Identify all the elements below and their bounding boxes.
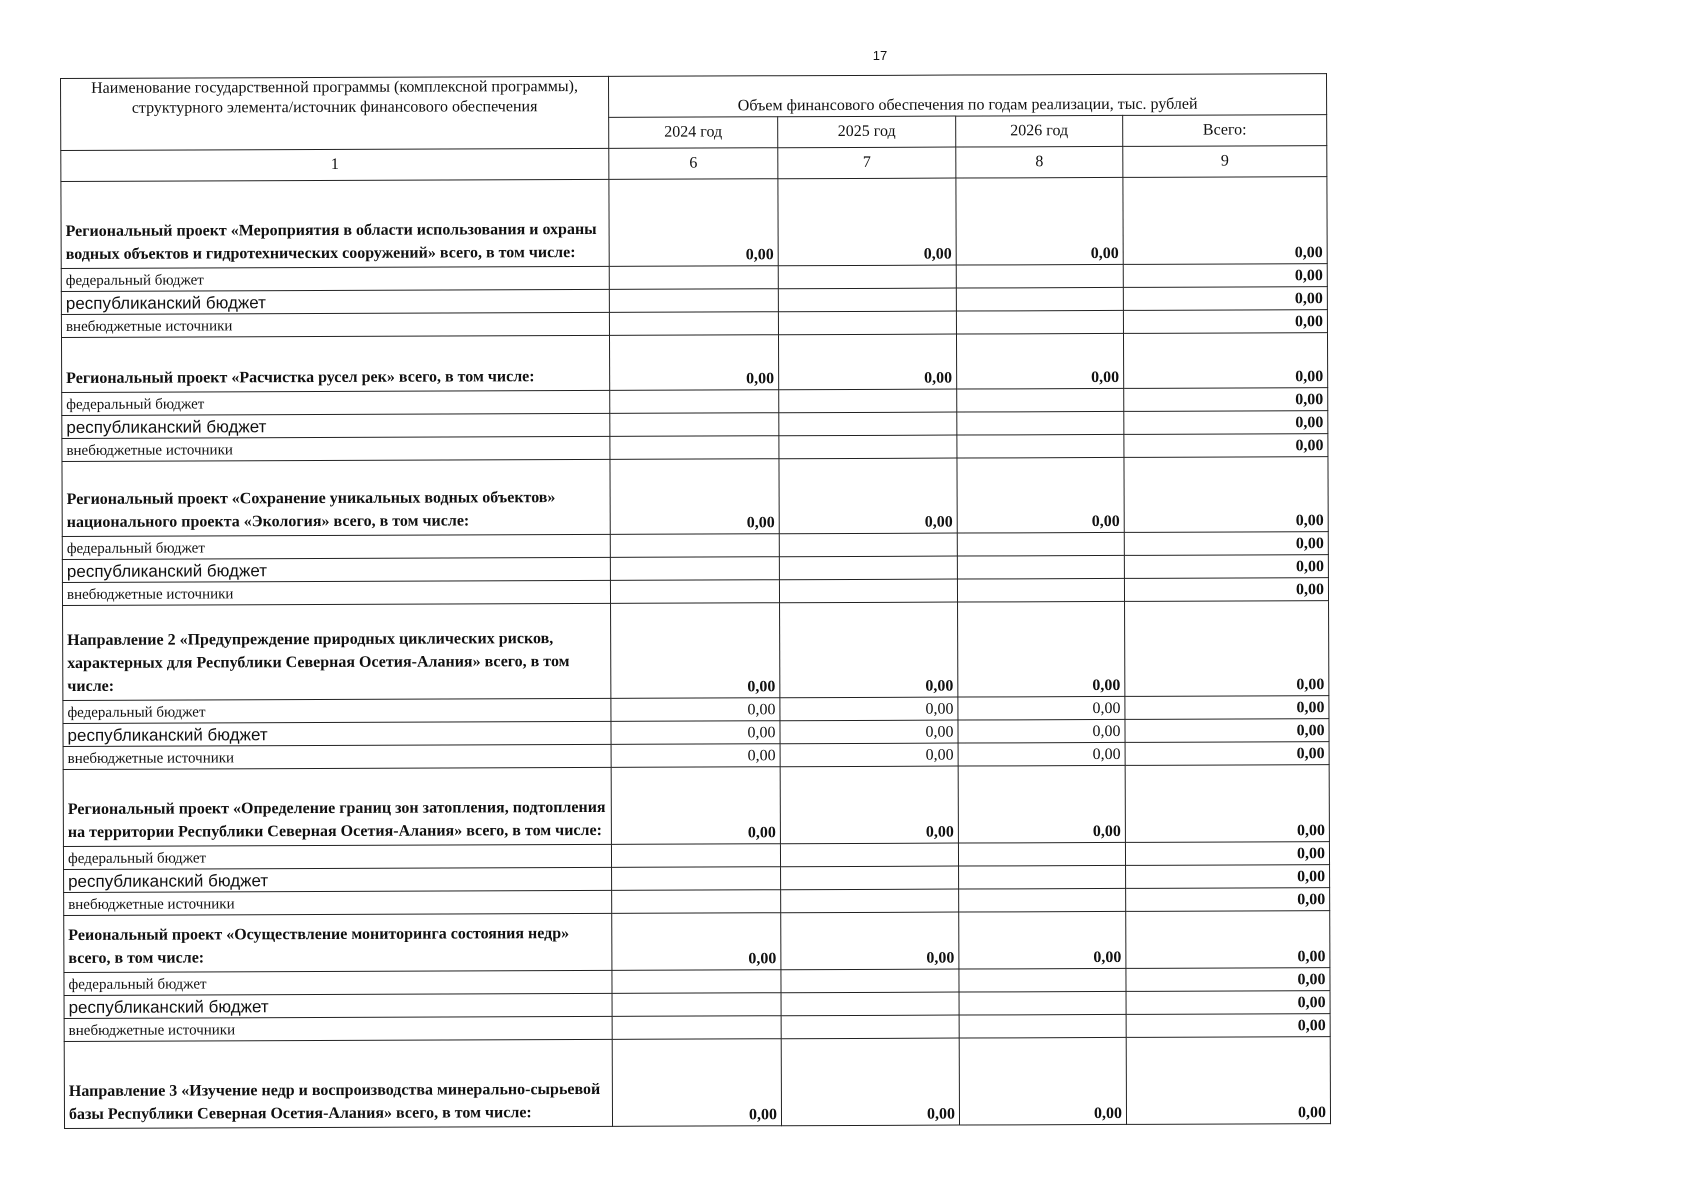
column-number-row (61, 146, 1327, 182)
section-row (63, 601, 1329, 701)
source-value-cell (780, 843, 958, 867)
source-value-cell: 0,00 (780, 697, 958, 721)
section-value-cell: 0,00 (958, 601, 1125, 697)
source-label: федеральный бюджет (63, 844, 611, 869)
source-total-cell: 0,00 (1126, 865, 1330, 889)
section-value-cell: 0,00 (779, 458, 957, 534)
section-total-cell: 0,00 (1125, 765, 1329, 843)
source-value-cell (781, 889, 959, 913)
section-row (63, 765, 1329, 847)
section-row (64, 911, 1330, 973)
section-value-cell: 0,00 (611, 767, 780, 845)
source-value-cell (779, 435, 957, 459)
source-value-cell (957, 578, 1124, 602)
source-label: республиканский бюджет (64, 993, 612, 1018)
source-value-cell (957, 434, 1124, 458)
section-value-cell: 0,00 (781, 912, 959, 970)
source-label: федеральный бюджет (62, 534, 610, 559)
source-total-cell: 0,00 (1126, 888, 1330, 912)
section-row (61, 177, 1327, 269)
source-value-cell: 0,00 (780, 720, 958, 744)
source-label: республиканский бюджет (62, 413, 610, 438)
source-value-cell (957, 411, 1124, 435)
source-total-cell: 0,00 (1125, 719, 1329, 743)
source-value-cell: 0,00 (611, 698, 780, 722)
source-label: внебюджетные источники (62, 580, 610, 605)
section-value-cell: 0,00 (778, 178, 956, 266)
page-number: 17 (872, 48, 888, 63)
source-value-cell (779, 533, 957, 557)
section-row (64, 1037, 1330, 1129)
source-value-cell (956, 264, 1123, 288)
source-value-cell (612, 867, 781, 891)
total-header: Всего: (1123, 115, 1327, 147)
year-2026-header: 2026 год (956, 115, 1123, 147)
column-number: 6 (609, 148, 778, 180)
source-label: федеральный бюджет (62, 390, 610, 415)
year-2025-header: 2025 год (778, 116, 956, 148)
source-value-cell (959, 888, 1126, 912)
section-value-cell: 0,00 (956, 333, 1123, 389)
section-value-cell: 0,00 (780, 602, 958, 698)
source-total-cell: 0,00 (1125, 696, 1329, 720)
section-value-cell: 0,00 (609, 179, 778, 267)
source-total-cell: 0,00 (1123, 264, 1327, 288)
source-value-cell (957, 532, 1124, 556)
source-label: внебюджетные источники (64, 890, 612, 915)
table-header (61, 74, 1327, 182)
section-title: Региональный проект «Определение границ зон затопления, подтопления на территории Республики Северная Осетия-Алания» всего, в том числе: (63, 767, 611, 846)
source-value-cell (612, 890, 781, 914)
financing-table (60, 73, 1331, 1129)
source-total-cell: 0,00 (1124, 578, 1328, 602)
section-value-cell: 0,00 (611, 603, 780, 699)
column-number: 9 (1123, 146, 1327, 178)
source-label: федеральный бюджет (63, 698, 611, 723)
source-value-cell (611, 844, 780, 868)
section-row (62, 457, 1328, 537)
table-body (61, 177, 1331, 1129)
source-value-cell (778, 288, 956, 312)
source-value-cell (610, 390, 779, 414)
section-value-cell: 0,00 (956, 177, 1123, 265)
section-value-cell: 0,00 (957, 457, 1124, 533)
section-title: Региональный проект «Расчистка русел рек» всего, в том числе: (61, 335, 609, 392)
source-label: республиканский бюджет (64, 867, 612, 892)
section-total-cell: 0,00 (1126, 911, 1330, 969)
section-value-cell: 0,00 (609, 335, 778, 391)
source-value-cell (779, 389, 957, 413)
source-total-cell: 0,00 (1124, 411, 1328, 435)
source-value-cell (610, 580, 779, 604)
section-title: Направление 3 «Изучение недр и воспроизводства минерально-сырьевой базы Республики Северная Осетия-Алания» всего, в том числе: (64, 1039, 612, 1128)
section-value-cell: 0,00 (610, 459, 779, 535)
source-value-cell (956, 287, 1123, 311)
source-label: внебюджетные источники (61, 312, 609, 337)
source-total-cell: 0,00 (1126, 968, 1330, 992)
source-value-cell (956, 310, 1123, 334)
source-value-cell (781, 992, 959, 1016)
source-label: внебюджетные источники (64, 1016, 612, 1041)
source-value-cell (781, 1015, 959, 1039)
column-number: 1 (61, 148, 609, 181)
source-value-cell (778, 265, 956, 289)
section-total-cell: 0,00 (1125, 601, 1329, 697)
source-label: республиканский бюджет (62, 557, 610, 582)
section-title: Региональный проект «Сохранение уникальных водных объектов» национального проекта «Экология» всего, в том числе: (62, 459, 610, 536)
source-total-cell: 0,00 (1123, 310, 1327, 334)
section-title: Региональный проект «Мероприятия в области использования и охраны водных объектов и гидротехнических сооружений» всего, в том числе: (61, 179, 609, 268)
section-value-cell: 0,00 (612, 913, 781, 971)
source-value-cell: 0,00 (958, 696, 1125, 720)
source-label: федеральный бюджет (61, 266, 609, 291)
source-value-cell (612, 970, 781, 994)
name-column-header: Наименование государственной программы (комплексной программы), структурного элемента/источник финансового обеспечения (61, 76, 609, 150)
section-value-cell: 0,00 (959, 911, 1126, 969)
source-value-cell (957, 388, 1124, 412)
source-total-cell: 0,00 (1124, 434, 1328, 458)
source-total-cell: 0,00 (1123, 287, 1327, 311)
source-total-cell: 0,00 (1124, 555, 1328, 579)
section-value-cell: 0,00 (780, 766, 958, 844)
source-value-cell (610, 534, 779, 558)
source-value-cell (959, 991, 1126, 1015)
section-value-cell: 0,00 (958, 765, 1125, 843)
source-value-cell (781, 866, 959, 890)
source-value-cell (779, 412, 957, 436)
source-value-cell (959, 1014, 1126, 1038)
source-value-cell (612, 993, 781, 1017)
source-value-cell: 0,00 (611, 721, 780, 745)
source-value-cell (778, 311, 956, 335)
section-total-cell: 0,00 (1123, 333, 1327, 389)
section-title: Реиональный проект «Осуществление мониторинга состояния недр» всего, в том числе: (64, 913, 612, 972)
source-value-cell (610, 557, 779, 581)
year-2024-header: 2024 год (609, 117, 778, 149)
section-row (61, 333, 1327, 393)
source-label: внебюджетные источники (62, 436, 610, 461)
source-value-cell (779, 556, 957, 580)
source-value-cell (609, 266, 778, 290)
volume-header: Объем финансового обеспечения по годам реализации, тыс. рублей (608, 74, 1326, 118)
source-value-cell (609, 312, 778, 336)
source-value-cell: 0,00 (958, 742, 1125, 766)
source-total-cell: 0,00 (1125, 742, 1329, 766)
source-value-cell (610, 413, 779, 437)
source-value-cell (958, 842, 1125, 866)
source-value-cell (959, 865, 1126, 889)
section-value-cell: 0,00 (781, 1038, 959, 1126)
section-total-cell: 0,00 (1124, 457, 1328, 533)
section-total-cell: 0,00 (1126, 1037, 1330, 1125)
source-label: республиканский бюджет (61, 289, 609, 314)
section-title: Направление 2 «Предупреждение природных циклических рисков, характерных для Республики Северная Осетия-Алания» всего, в том числе: (63, 603, 611, 700)
section-value-cell: 0,00 (959, 1037, 1126, 1125)
source-total-cell: 0,00 (1126, 1014, 1330, 1038)
source-value-cell: 0,00 (780, 743, 958, 767)
source-value-cell: 0,00 (958, 719, 1125, 743)
source-value-cell (610, 436, 779, 460)
source-value-cell (959, 968, 1126, 992)
section-value-cell: 0,00 (778, 334, 956, 390)
source-total-cell: 0,00 (1124, 388, 1328, 412)
source-total-cell: 0,00 (1124, 532, 1328, 556)
source-total-cell: 0,00 (1126, 991, 1330, 1015)
source-value-cell: 0,00 (611, 744, 780, 768)
column-number: 7 (778, 147, 956, 179)
source-value-cell (609, 289, 778, 313)
source-value-cell (957, 555, 1124, 579)
column-number: 8 (956, 146, 1123, 178)
section-total-cell: 0,00 (1123, 177, 1327, 265)
source-value-cell (781, 969, 959, 993)
source-label: федеральный бюджет (64, 970, 612, 995)
source-total-cell: 0,00 (1125, 842, 1329, 866)
source-value-cell (612, 1016, 781, 1040)
source-label: республиканский бюджет (63, 721, 611, 746)
source-label: внебюджетные источники (63, 744, 611, 769)
source-value-cell (779, 579, 957, 603)
section-value-cell: 0,00 (612, 1039, 781, 1127)
